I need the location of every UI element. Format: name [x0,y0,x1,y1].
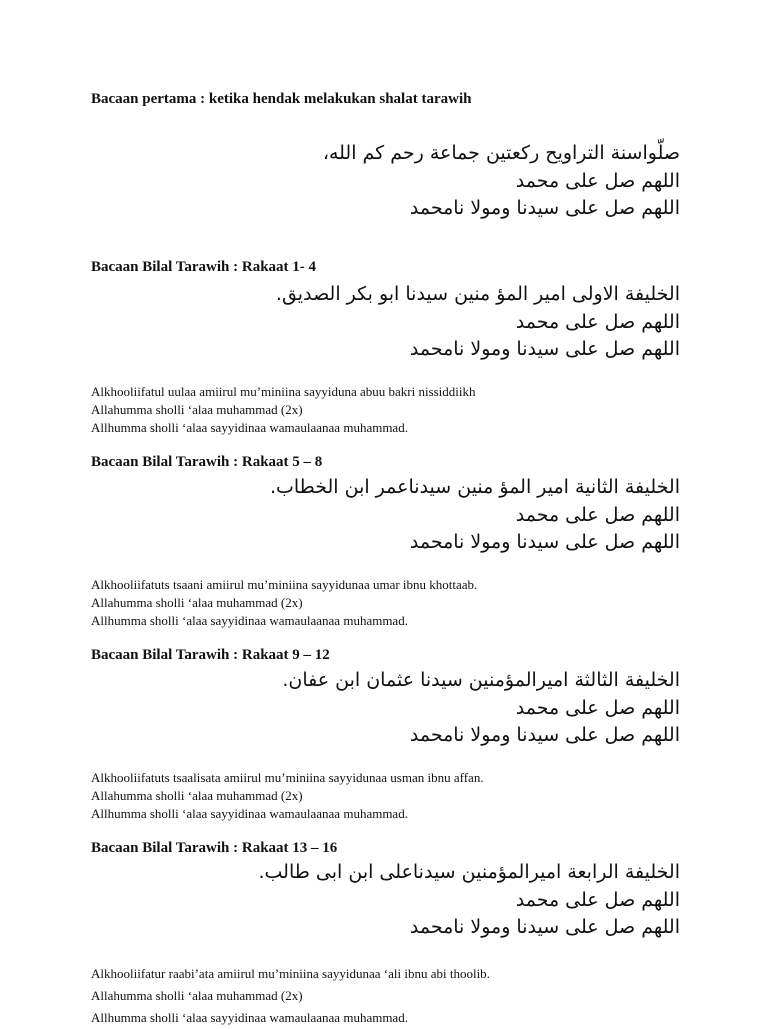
section-heading: Bacaan pertama : ketika hendak melakukan shalat tarawih [91,91,472,107]
latin-line: Alkhooliifatuts tsaani amiirul mu’miniina sayyidunaa umar ibnu khottaab. [91,577,478,592]
arabic-line: صلّواسنة التراويح ركعتين جماعة رحم كم الله، [322,142,680,164]
arabic-line: اللهم صل على سيدنا ومولا نامحمد [409,724,680,746]
arabic-line: الخليفة الاولى امير المؤ منين سيدنا ابو بكر الصديق. [275,283,680,305]
section-heading: Bacaan Bilal Tarawih : Rakaat 5 – 8 [91,454,323,470]
arabic-line: اللهم صل على محمد [515,503,680,526]
latin-line: Allhumma sholli ‘alaa sayyidinaa wamaulaanaa muhammad. [91,806,408,821]
transliteration [91,383,476,437]
latin-line: Alkhooliifatuts tsaalisata amiirul mu’miniina sayyidunaa usman ibnu affan. [91,770,484,785]
latin-line: Allhumma sholli ‘alaa sayyidinaa wamaulaanaa muhammad. [91,1010,408,1025]
latin-line: Alkhooliifatul uulaa amiirul mu’miniina sayyiduna abuu bakri nissiddiikh [91,384,476,399]
arabic-text [120,859,680,942]
arabic-text [120,281,680,364]
latin-line: Allahumma sholli ‘alaa muhammad (2x) [91,988,303,1003]
arabic-line: اللهم صل على محمد [515,169,680,192]
transliteration [91,963,490,1029]
arabic-line: اللهم صل على سيدنا ومولا نامحمد [409,197,680,219]
arabic-line: الخليفة الثانية امير المؤ منين سيدناعمر ابن الخطاب. [269,476,680,498]
section-heading: Bacaan Bilal Tarawih : Rakaat 9 – 12 [91,647,330,663]
arabic-line: اللهم صل على محمد [515,310,680,333]
arabic-line: اللهم صل على محمد [515,696,680,719]
latin-line: Allhumma sholli ‘alaa sayyidinaa wamaulaanaa muhammad. [91,420,408,435]
arabic-line: اللهم صل على سيدنا ومولا نامحمد [409,338,680,360]
section-heading: Bacaan Bilal Tarawih : Rakaat 1- 4 [91,259,317,275]
latin-line: Allahumma sholli ‘alaa muhammad (2x) [91,595,303,610]
arabic-line: اللهم صل على سيدنا ومولا نامحمد [409,916,680,938]
arabic-text [120,474,680,557]
latin-line: Allahumma sholli ‘alaa muhammad (2x) [91,788,303,803]
latin-line: Allhumma sholli ‘alaa sayyidinaa wamaulaanaa muhammad. [91,613,408,628]
arabic-line: الخليفة الرابعة اميرالمؤمنين سيدناعلى ابن ابى طالب. [258,861,680,883]
arabic-text [120,667,680,750]
transliteration [91,769,484,823]
arabic-text [120,140,680,223]
arabic-line: الخليفة الثالثة اميرالمؤمنين سيدنا عثمان ابن عفان. [282,669,680,691]
section-heading: Bacaan Bilal Tarawih : Rakaat 13 – 16 [91,840,338,856]
latin-line: Alkhooliifatur raabi’ata amiirul mu’miniina sayyidunaa ‘ali ibnu abi thoolib. [91,966,490,981]
arabic-line: اللهم صل على محمد [515,888,680,911]
transliteration [91,576,477,630]
arabic-line: اللهم صل على سيدنا ومولا نامحمد [409,531,680,553]
latin-line: Allahumma sholli ‘alaa muhammad (2x) [91,402,303,417]
